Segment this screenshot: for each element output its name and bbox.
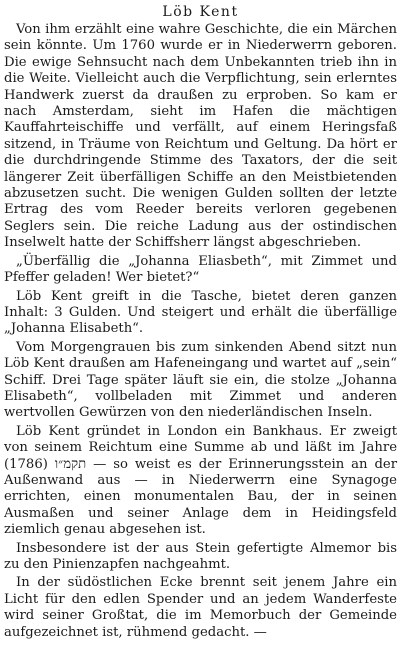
paragraph-4: Vom Morgengrauen bis zum sinkenden Abend sitzt nun Löb Kent draußen am Hafeneingang und wartet auf „sein“ Schiff. Drei Tage später läuft sie ein, die stolze „Johanna Elisabeth“, vollbeladen mit Zimmet und anderen wertvollen Gewürzen von den niederländischen Inseln.	[4, 339, 397, 421]
paragraph-1: Von ihm erzählt eine wahre Geschichte, die ein Märchen sein könnte. Um 1760 wurde er in Niederwerrn geboren. Die ewige Sehnsucht nach dem Unbekannten trieb ihn in die Weite. Vielleicht auch die Verpflichtung, sein erlerntes Handwerk zuerst da draußen zu erproben. So kam er nach Amsterdam, sieht im Hafen die mächtigen Kauffahrteischiffe und verfällt, auf einem Heringsfaß sitzend, in Träume von Reichtum und Geltung. Da hört er die durchdringende Stimme des Taxators, der die seit längerer Zeit überfälligen Schiffe an den Meistbietenden abzusetzen sucht. Die wenigen Gulden sollten der letzte Ertrag des vom Reeder bereits verloren gegebenen Seglers sein. Die reiche Ladung aus der ostindischen Inselwelt hatte der Schiffsherr längst abgeschrieben.	[4, 22, 397, 251]
paragraph-3: Löb Kent greift in die Tasche, bietet deren ganzen Inhalt: 3 Gulden. Und steigert und erhält die überfällige „Johanna Elisabeth“.	[4, 288, 397, 337]
paragraph-5: Löb Kent gründet in London ein Bankhaus. Er zweigt von seinem Reichtum eine Summe ab und läßt im Jahre תקמ״ו (1786) — so weist es der Erinnerungsstein an der Außenwand aus — in Niederwerrn eine Synagoge errichten, einen monumentalen Bau, der in seinen Ausmaßen und seiner Anlage dem in Heidingsfeld ziemlich genau abgesehen ist.	[4, 423, 398, 538]
page-title: Löb Kent	[162, 4, 239, 20]
paragraph-2: „Überfällig die „Johanna Eliasbeth“, mit Zimmet und Pfeffer geladen! Wer bietet?“	[4, 253, 397, 286]
paragraph-7: In der südöstlichen Ecke brennt seit jenem Jahre ein Licht für den edlen Spender und an jedem Wanderfeste wird seiner Großtat, die im Memorbuch der Gemeinde aufgezeichnet ist, rühmend gedacht. —	[4, 575, 397, 640]
paragraph-6: Insbesondere ist der aus Stein gefertigte Almemor bis zu den Pinienzapfen nachgeahmt.	[4, 540, 397, 572]
